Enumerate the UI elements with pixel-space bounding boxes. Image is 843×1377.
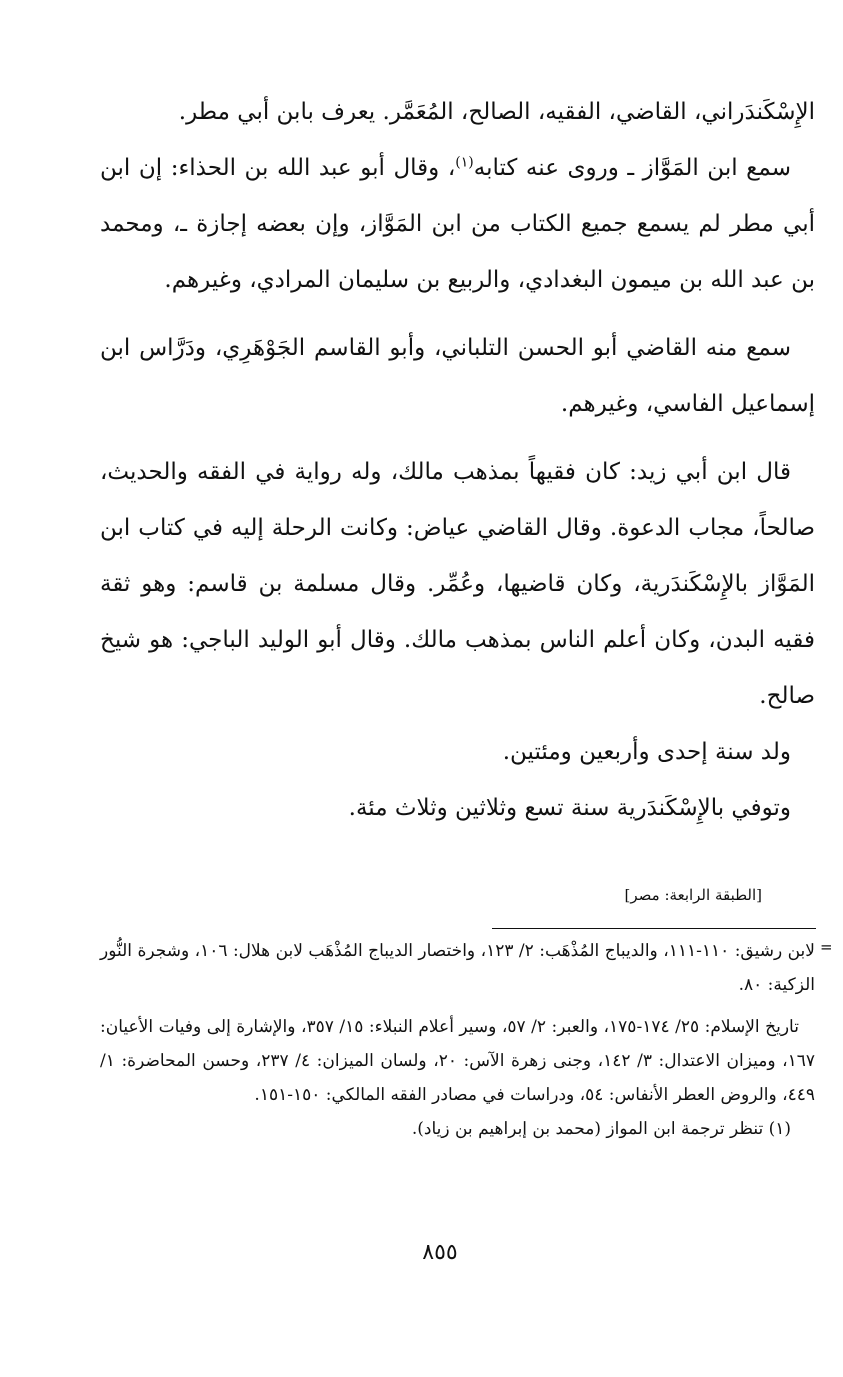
paragraph-text: ولد سنة إحدى وأربعين ومئتين.: [502, 739, 791, 765]
main-text-block: [100, 84, 815, 836]
page-number: ٨٥٥: [422, 1240, 458, 1265]
paragraph-text: وتوفي بالإِسْكَندَرية سنة تسع وثلاثين وثلاث مئة.: [348, 795, 791, 821]
paragraph-text: سمع ابن المَوَّاز ـ وروى عنه كتابه: [473, 155, 791, 181]
footnote-text: (١) تنظر ترجمة ابن المواز (محمد بن إبراهيم بن زياد).: [411, 1119, 791, 1139]
paragraph: [100, 724, 815, 780]
footnote: [100, 1010, 815, 1112]
footnote-reference: (١): [455, 154, 474, 171]
paragraph: [100, 140, 815, 308]
paragraph-text-continued: ، وقال أبو عبد الله بن الحذاء: إن ابن أبي مطر لم يسمع جميع الكتاب من ابن المَوَّاز، وإن بعضه إجازة ـ، ومحمد بن عبد الله بن ميمون البغدادي، والربيع بن سليمان المرادي، وغيرهم.: [100, 155, 815, 293]
paragraph-text: سمع منه القاضي أبو الحسن التلباني، وأبو القاسم الجَوْهَرِي، ودَرَّاس ابن إسماعيل الفاسي، وغيرهم.: [100, 335, 815, 417]
continuation-mark: =: [820, 938, 833, 956]
section-tag: [الطبقة الرابعة: مصر]: [624, 886, 762, 904]
paragraph-text: الإِسْكَندَراني، القاضي، الفقيه، الصالح، المُعَمَّر. يعرف بابن أبي مطر.: [178, 99, 815, 125]
paragraph: [100, 444, 815, 724]
footnotes-block: [100, 934, 815, 1146]
footnote: [100, 1112, 815, 1146]
footnote-divider: [492, 928, 816, 929]
paragraph: [100, 320, 815, 432]
footnote: [100, 934, 815, 1002]
paragraph: [100, 84, 815, 140]
footnote-text: لابن رشيق: ١١٠-١١١، والديباج المُذْهَب: ٢/ ١٢٣، واختصار الديباج المُذْهَب لابن هلال: ١٠٦، وشجرة النُّور الزكية: ٨٠.: [100, 941, 815, 995]
paragraph: [100, 780, 815, 836]
footnote-text: تاريخ الإسلام: ٢٥/ ١٧٤-١٧٥، والعبر: ٢/ ٥٧، وسير أعلام النبلاء: ١٥/ ٣٥٧، والإشارة إلى وفيات الأعيان: ١٦٧، وميزان الاعتدال: ٣/ ١٤٢، وجنى زهرة الآس: ٢٠، ولسان الميزان: ٤/ ٢٣٧، وحسن المحاضرة: ١/ ٤٤٩، والروض العطر الأنفاس: ٥٤، ودراسات في مصادر الفقه المالكي: ١٥٠-١٥١.: [100, 1017, 816, 1105]
paragraph-text: قال ابن أبي زيد: كان فقيهاً بمذهب مالك، وله رواية في الفقه والحديث، صالحاً، مجاب الدعوة. وقال القاضي عياض: وكانت الرحلة إليه في كتاب ابن المَوَّاز بالإِسْكَندَرية، وكان قاضيها، وعُمِّر. وقال مسلمة بن قاسم: وهو ثقة فقيه البدن، وكان أعلم الناس بمذهب مالك. وقال أبو الوليد الباجي: هو شيخ صالح.: [100, 459, 815, 709]
